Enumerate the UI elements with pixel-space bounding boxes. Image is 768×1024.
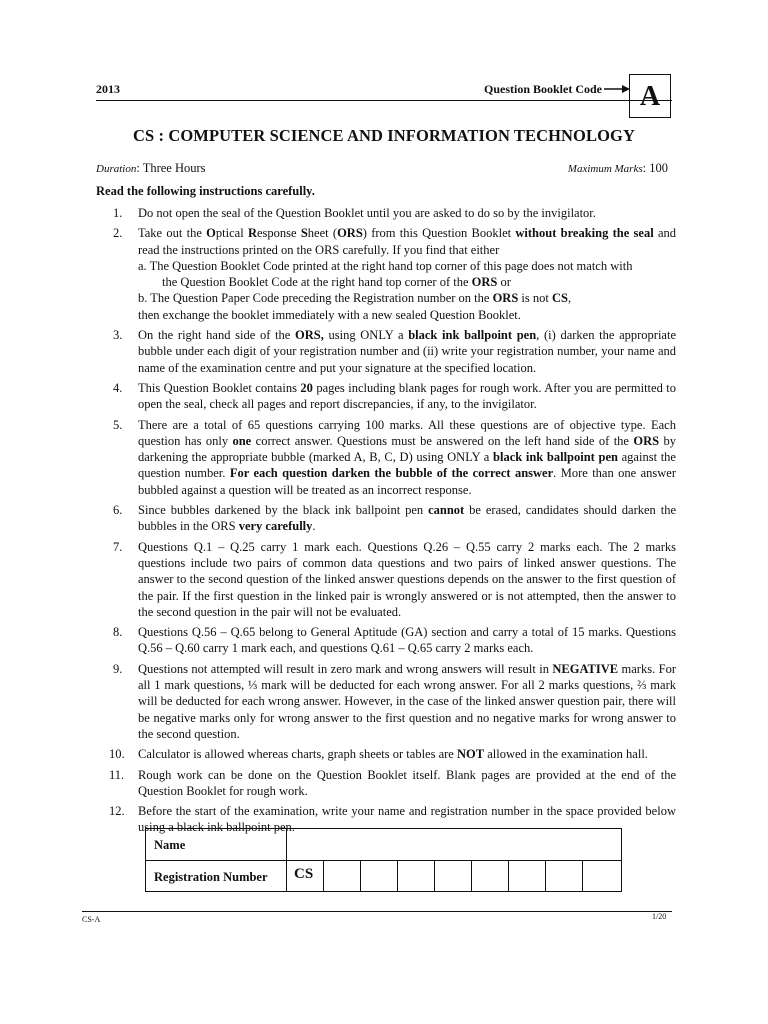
item-text: . More than one answer bubbled against a question will be treated as an incorrect response.	[138, 466, 677, 497]
item-number: 10.	[109, 747, 125, 762]
item-text: the Question Booklet Code at the right hand top corner of the	[162, 275, 472, 290]
digit-box-divider	[508, 860, 509, 891]
item-text: correct answer. Questions must be answered on the left hand side of the	[251, 433, 634, 448]
item-text: ) from this Question Booklet	[362, 226, 516, 241]
item-text-bold: one	[232, 433, 252, 448]
digit-box-divider	[397, 860, 398, 891]
digit-box-divider	[434, 860, 435, 891]
item-text: On the right hand side of the	[138, 328, 296, 343]
sub-item-a	[138, 258, 676, 291]
item-text-bold: ORS,	[295, 328, 324, 343]
item-text-bold: ORS	[492, 291, 519, 306]
paper-title: CS : COMPUTER SCIENCE AND INFORMATION TECHNOLOGY	[133, 126, 635, 145]
item-number: 9.	[113, 661, 123, 676]
item-number: 7.	[113, 539, 123, 554]
digit-box-divider	[471, 860, 472, 891]
instruction-item	[96, 380, 676, 413]
item-text: Do not open the seal of the Question Booklet until you are asked to do so by the invigilator.	[138, 206, 596, 220]
item-text: against the question number.	[138, 450, 676, 481]
item-text: and read the instructions printed on the ORS carefully. If you find that either	[138, 226, 676, 257]
instructions-heading: Read the following instructions carefully.	[96, 184, 315, 198]
item-text-bold: R	[247, 226, 257, 241]
maxmarks-value: : 100	[642, 161, 668, 175]
header-rule	[96, 100, 672, 101]
item-number: 12.	[109, 804, 125, 819]
duration-label: Duration	[96, 163, 137, 175]
instruction-item	[96, 225, 676, 323]
item-text: a. The Question Booklet Code printed at the right hand top corner of this page does not match with	[138, 258, 633, 273]
footer-rule	[82, 911, 672, 912]
item-text: pages including blank pages for rough work. After you are permitted to open the seal, check all pages and report discrepancies, if any, to the invigilator.	[138, 380, 676, 412]
booklet-code-box: A	[629, 74, 671, 118]
item-number: 1.	[113, 206, 123, 220]
item-text-bold: 20	[300, 380, 313, 395]
item-text: Take out the	[138, 226, 207, 241]
registration-prefix: CS	[294, 866, 314, 882]
item-text: esponse	[256, 226, 301, 241]
sub-item-a-cont	[138, 274, 676, 290]
item-text: or	[497, 275, 511, 290]
item-text: Rough work can be done on the Question Booklet itself. Blank pages are provided at the end of the Question Booklet for rough work.	[138, 767, 676, 798]
item-text: ptical	[215, 226, 248, 241]
item-text: is not	[518, 291, 552, 306]
item-text: be erased, candidates should darken the bubbles in the ORS	[138, 503, 677, 534]
item-text: Before the start of the examination, write your name and registration number in the space provided below using a black ink ballpoint pen.	[138, 804, 676, 835]
exam-year: 2013	[96, 82, 120, 96]
instruction-item	[96, 502, 676, 535]
duration	[96, 161, 206, 176]
item-number: 8.	[113, 625, 123, 640]
item-text: allowed in the examination hall.	[484, 747, 648, 762]
candidate-details-table	[145, 828, 622, 892]
item-text-bold: cannot	[428, 503, 465, 518]
item-text-bold: For each question darken the bubble of the correct answer	[229, 466, 554, 481]
booklet-code-label: Question Booklet Code	[484, 82, 603, 96]
item-text-bold: ORS	[471, 275, 498, 290]
item-text-bold: without breaking the seal	[515, 226, 654, 241]
instruction-item	[96, 205, 676, 221]
item-text-bold: NEGATIVE	[552, 661, 619, 676]
item-text: marks. For all 1 mark questions, ⅓ mark will be deducted for each wrong answer. For all 2 marks questions, ⅔ mark will be deducted for each wrong answer. However, in the case of the linked answer question pair, there will be negative marks only for wrong answer to the first question and no negative marks for wrong answer to the second question.	[138, 661, 676, 741]
instruction-item	[96, 624, 676, 657]
item-number: 5.	[113, 417, 123, 432]
item-number: 11.	[109, 767, 125, 782]
item-text: There are a total of 65 questions carrying 100 marks. All these questions are of objective type. Each question has only	[138, 417, 676, 448]
digit-box-divider	[323, 860, 324, 891]
item-number: 4.	[113, 380, 123, 395]
item-text: Questions Q.56 – Q.65 belong to General Aptitude (GA) section and carry a total of 15 marks. Questions Q.56 – Q.60 carry 1 mark each, and questions Q.61 – Q.65 carry 2 marks each.	[138, 625, 676, 656]
table-row-divider	[146, 860, 621, 861]
item-text-bold: NOT	[456, 747, 485, 762]
table-column-divider	[286, 829, 287, 891]
item-text: ,	[567, 291, 572, 306]
item-text-bold: ORS	[633, 433, 660, 448]
item-text-bold: CS	[551, 291, 568, 306]
instruction-item	[96, 539, 676, 620]
item-text: .	[312, 519, 316, 534]
instruction-item	[96, 417, 676, 498]
registration-label: Registration Number	[154, 870, 268, 884]
item-text: heet (	[307, 226, 338, 241]
item-number: 3.	[113, 328, 123, 343]
instruction-item	[96, 661, 676, 742]
item-text: by darkening the appropriate bubble (marked A, B, C, D) using ONLY a	[138, 433, 676, 465]
sub-item-b	[138, 290, 676, 306]
item-text: then exchange the booklet immediately with a new sealed Question Booklet.	[138, 307, 521, 322]
item-text: Since bubbles darkened by the black ink ballpoint pen	[138, 503, 429, 518]
instructions-list	[96, 205, 676, 840]
instruction-item	[96, 746, 676, 762]
page-number: 1/20	[652, 912, 667, 921]
digit-box-divider	[582, 860, 583, 891]
item-text: Calculator is allowed whereas charts, graph sheets or tables are	[138, 747, 457, 762]
digit-box-divider	[545, 860, 546, 891]
item-number: 6.	[113, 503, 123, 518]
instruction-item	[96, 327, 676, 376]
maxmarks-label: Maximum Marks	[567, 163, 643, 175]
item-text-bold: black ink ballpoint pen	[493, 450, 618, 465]
item-text-bold: O	[206, 226, 216, 241]
item-number: 2.	[113, 226, 123, 241]
item-text: Questions not attempted will result in zero mark and wrong answers will result in	[138, 661, 553, 676]
item-text: This Question Booklet contains	[138, 380, 301, 395]
instruction-item	[96, 767, 676, 800]
item-text-bold: black ink ballpoint pen	[408, 328, 537, 343]
item-text: b. The Question Paper Code preceding the Registration number on the	[138, 291, 493, 306]
item-text: using ONLY a	[323, 328, 409, 343]
maximum-marks	[568, 161, 668, 176]
item-text-bold: very carefully	[238, 519, 313, 534]
footer-code: CS-A	[82, 915, 101, 924]
item-text-bold: ORS	[337, 226, 363, 241]
item-text-bold: S	[300, 226, 308, 241]
item-text: , (i) darken the appropriate bubble under each digit of your registration number and (ii) write your registration number, your name and name of the examination centre and put your signature at the specified location.	[138, 328, 676, 375]
duration-value: : Three Hours	[136, 161, 206, 175]
arrow-right-icon	[604, 82, 630, 96]
digit-box-divider	[360, 860, 361, 891]
item-text: Questions Q.1 – Q.25 carry 1 mark each. Questions Q.26 – Q.55 carry 2 marks each. The 2 marks questions include two pairs of common data questions and two pairs of linked answer questions. The answer to the second question of the linked answer questions depends on the answer to the first question of the pair. If the first question in the linked pair is wrongly answered or is not attempted, then the answer to the second question in the pair will not be evaluated.	[138, 539, 676, 619]
name-label: Name	[154, 838, 186, 852]
